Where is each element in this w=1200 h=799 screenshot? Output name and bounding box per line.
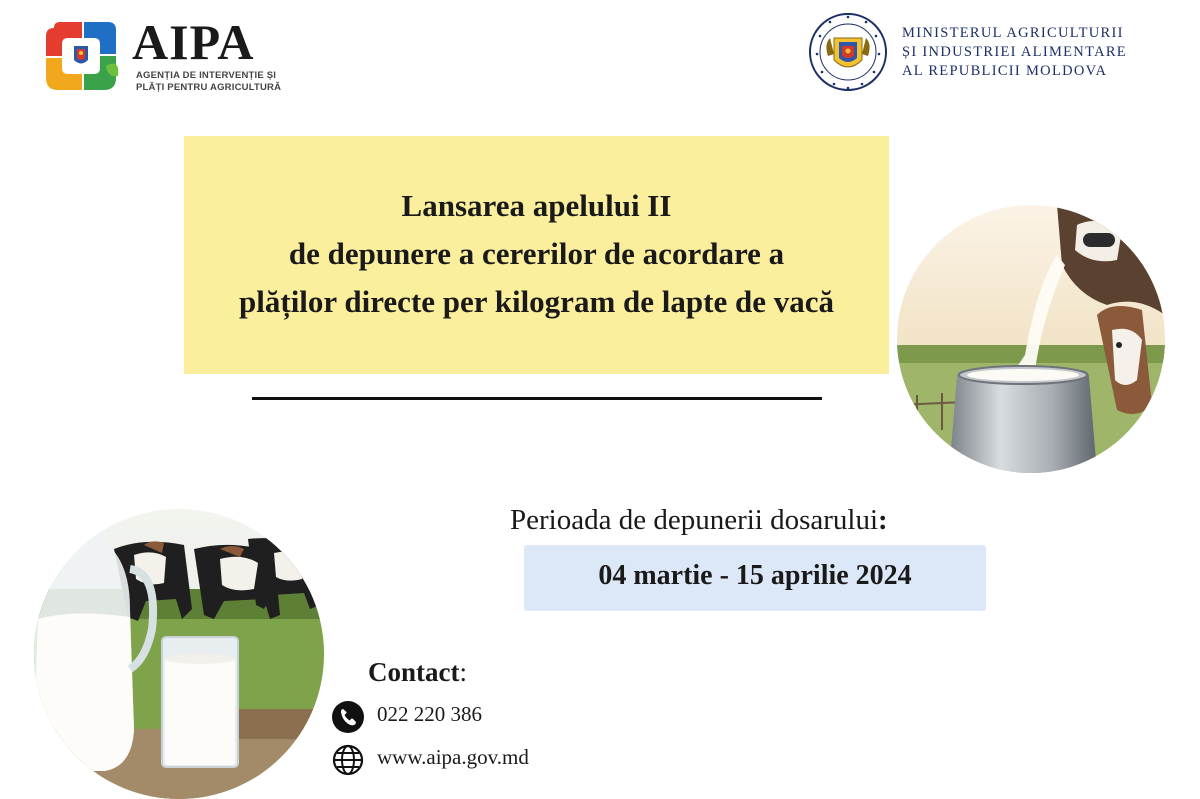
cow-milk-can-photo xyxy=(897,205,1165,473)
period-dates-box xyxy=(524,545,986,611)
period-label-text: Perioada de depunerii dosarului xyxy=(510,504,879,536)
contact-phone[interactable]: 022 220 386 xyxy=(377,702,482,726)
phone-icon xyxy=(332,701,364,733)
ministry-line2: ȘI INDUSTRIEI ALIMENTARE xyxy=(902,44,1127,60)
title-line2: de depunere a cererilor de acordare a xyxy=(288,236,785,271)
title-line1: Lansarea apelului II xyxy=(401,188,672,223)
aipa-subtitle-line1: AGENȚIA DE INTERVENȚIE ȘI xyxy=(136,70,277,81)
period-label-colon: : xyxy=(878,504,888,536)
aipa-subtitle-line2: PLĂȚI PENTRU AGRICULTURĂ xyxy=(136,82,282,93)
aipa-logo xyxy=(44,16,294,96)
milk-jug-glass-photo xyxy=(34,509,324,799)
ministry-seal-icon xyxy=(808,4,888,100)
aipa-emblem-icon xyxy=(44,20,124,92)
aipa-name: AIPA xyxy=(132,14,255,70)
announcement-title-box xyxy=(184,136,889,374)
ministry-line1: MINISTERUL AGRICULTURII xyxy=(902,25,1124,41)
divider-line xyxy=(252,397,822,400)
ministry-name xyxy=(902,24,1127,81)
contact-label-colon: : xyxy=(459,657,467,687)
contact-website[interactable]: www.aipa.gov.md xyxy=(377,745,529,769)
globe-icon xyxy=(332,744,364,776)
ministry-line3: AL REPUBLICII MOLDOVA xyxy=(902,63,1108,79)
contact-label-text: Contact xyxy=(368,657,460,687)
period-dates: 04 martie - 15 aprilie 2024 xyxy=(598,560,912,591)
announcement-title xyxy=(184,182,889,326)
contact-label xyxy=(368,657,467,688)
title-line3: plăților directe per kilogram de lapte de vacă xyxy=(239,284,834,319)
period-label xyxy=(510,504,888,537)
